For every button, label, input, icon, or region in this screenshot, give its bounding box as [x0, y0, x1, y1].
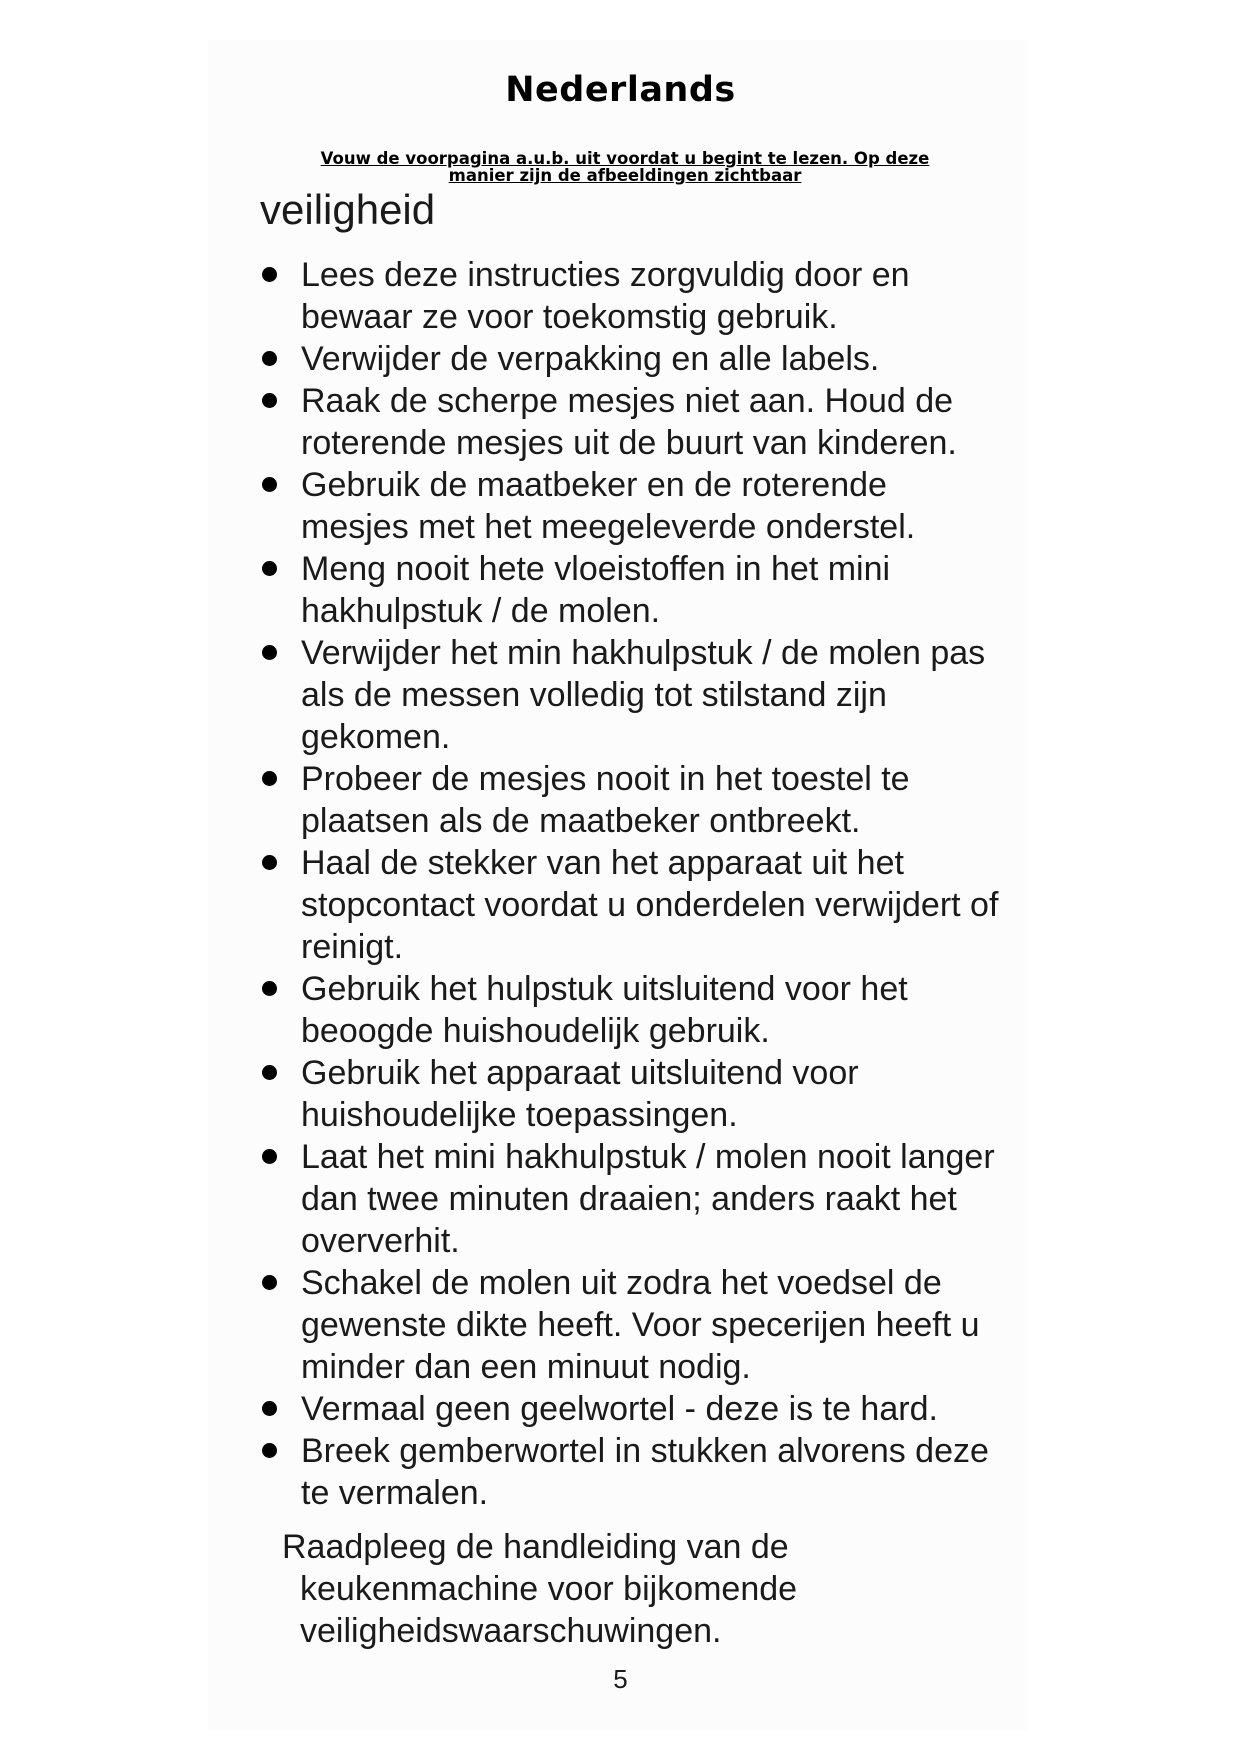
footer-note: Raadpleeg de handleiding van de keukenmachine voor bijkomende veiligheidswaarschuwingen. [282, 1528, 798, 1650]
bullet-icon [262, 771, 277, 786]
list-item-text: Verwijder de verpakking en alle labels. [301, 340, 880, 378]
bullet-icon [262, 267, 277, 282]
bullet-icon [262, 645, 277, 660]
bullet-icon [262, 393, 277, 408]
bullet-icon [262, 477, 277, 492]
list-item [262, 842, 1002, 968]
list-item [262, 464, 1002, 548]
section-heading: veiligheid [260, 186, 436, 233]
list-item [262, 1388, 1002, 1430]
list-item [262, 1262, 1002, 1388]
list-item [262, 338, 1002, 380]
list-item-text: Verwijder het min hakhulpstuk / de molen pas als de messen volledig tot stilstand zijn gekomen. [301, 634, 986, 756]
safety-list [262, 254, 1002, 1514]
page-number: 5 [613, 1664, 628, 1694]
bullet-icon [262, 1275, 277, 1290]
list-item-text: Laat het mini hakhulpstuk / molen nooit langer dan twee minuten draaien; anders raakt het oververhit. [301, 1138, 995, 1260]
list-item [262, 548, 1002, 632]
bullet-icon [262, 1065, 277, 1080]
list-item [262, 758, 1002, 842]
list-item-text: Probeer de mesjes nooit in het toestel te plaatsen als de maatbeker ontbreekt. [301, 760, 910, 840]
bullet-icon [262, 1401, 277, 1416]
language-title: Nederlands [505, 70, 736, 110]
list-item [262, 632, 1002, 758]
list-item-text: Gebruik het apparaat uitsluitend voor huishoudelijke toepassingen. [301, 1054, 859, 1134]
bullet-icon [262, 1149, 277, 1164]
list-item-text: Vermaal geen geelwortel - deze is te hard. [301, 1390, 938, 1428]
bullet-icon [262, 855, 277, 870]
list-item-text: Breek gemberwortel in stukken alvorens deze te vermalen. [301, 1432, 989, 1512]
unfold-notice: Vouw de voorpagina a.u.b. uit voordat u begint te lezen. Op deze manier zijn de afbeeldingen zichtbaar [320, 149, 930, 185]
list-item-text: Meng nooit hete vloeistoffen in het mini hakhulpstuk / de molen. [301, 550, 891, 630]
list-item [262, 1052, 1002, 1136]
list-item [262, 254, 1002, 338]
bullet-icon [262, 561, 277, 576]
list-item-text: Schakel de molen uit zodra het voedsel de gewenste dikte heeft. Voor specerijen heeft u minder dan een minuut nodig. [301, 1264, 980, 1386]
bullet-icon [262, 351, 277, 366]
list-item-text: Gebruik het hulpstuk uitsluitend voor het beoogde huishoudelijk gebruik. [301, 970, 908, 1050]
bullet-icon [262, 1443, 277, 1458]
list-item-text: Gebruik de maatbeker en de roterende mesjes met het meegeleverde onderstel. [301, 466, 916, 546]
bullet-icon [262, 981, 277, 996]
list-item-text: Lees deze instructies zorgvuldig door en bewaar ze voor toekomstig gebruik. [301, 256, 910, 336]
list-item [262, 1430, 1002, 1514]
list-item [262, 968, 1002, 1052]
list-item [262, 1136, 1002, 1262]
list-item [262, 380, 1002, 464]
list-item-text: Haal de stekker van het apparaat uit het stopcontact voordat u onderdelen verwijdert of reinigt. [301, 844, 999, 966]
list-item-text: Raak de scherpe mesjes niet aan. Houd de roterende mesjes uit de buurt van kinderen. [301, 382, 957, 462]
